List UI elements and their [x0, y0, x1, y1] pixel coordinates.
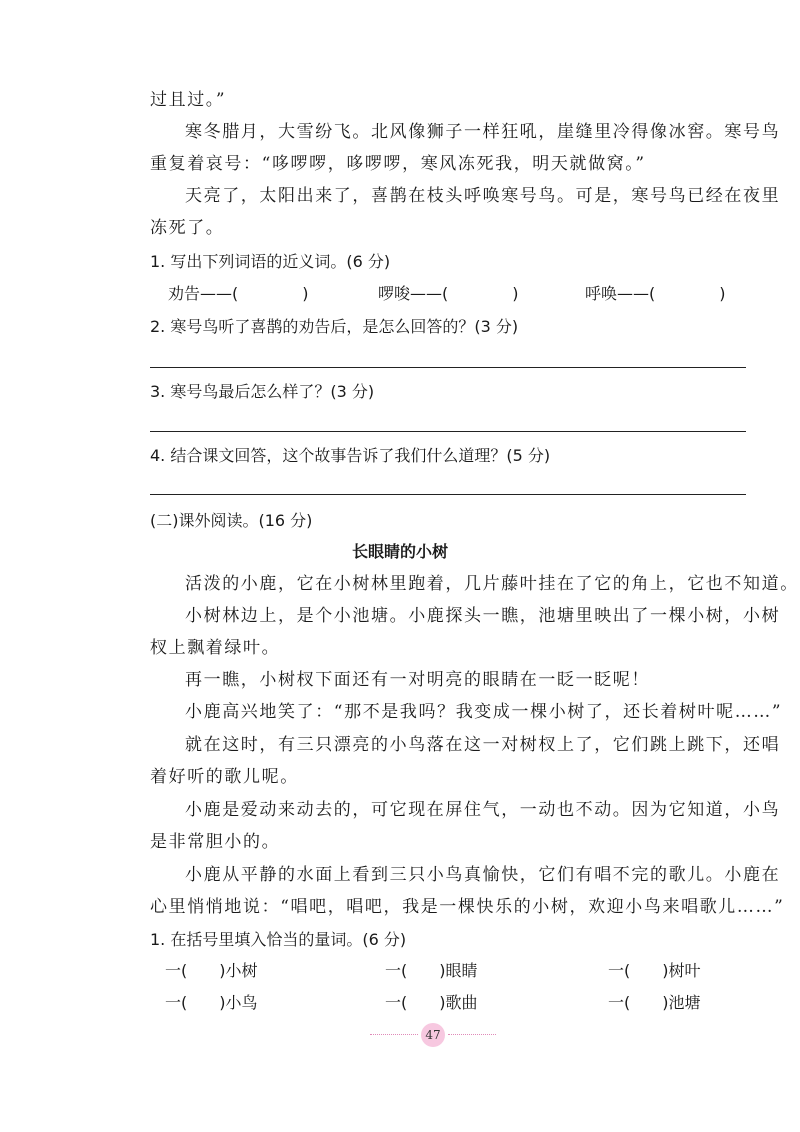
page-number: 47 — [421, 1023, 445, 1047]
story-line: 杈上飘着绿叶。 — [150, 638, 281, 658]
question-2: 2. 寒号鸟听了喜鹊的劝告后，是怎么回答的？(3 分) — [150, 317, 519, 336]
synonym-item: 啰唆——( ) — [378, 284, 519, 303]
question-3: 3. 寒号鸟最后怎么样了？(3 分) — [150, 382, 375, 401]
story-line: 小树林边上，是个小池塘。小鹿探头一瞧，池塘里映出了一棵小树，小树 — [185, 606, 781, 626]
measure-word-item: 一( )眼睛 — [385, 961, 478, 980]
question-measure-words: 1. 在括号里填入恰当的量词。(6 分) — [150, 930, 407, 949]
synonym-item: 呼唤——( ) — [585, 284, 726, 303]
synonym-item: 劝告——( ) — [168, 284, 309, 303]
measure-word-item: 一( )小树 — [165, 961, 258, 980]
measure-word-item: 一( )池塘 — [608, 993, 701, 1012]
section-heading: (二)课外阅读。(16 分) — [150, 511, 313, 530]
page-number-badge — [370, 1022, 496, 1048]
story-line: 小鹿从平静的水面上看到三只小鸟真愉快，它们有唱不完的歌儿。小鹿在 — [185, 865, 781, 885]
story-line: 活泼的小鹿，它在小树林里跑着，几片藤叶挂在了它的角上，它也不知道。 — [185, 574, 799, 594]
answer-line[interactable] — [150, 494, 746, 495]
measure-word-item: 一( )树叶 — [608, 961, 701, 980]
question-4: 4. 结合课文回答，这个故事告诉了我们什么道理？(5 分) — [150, 446, 551, 465]
answer-line[interactable] — [150, 367, 746, 368]
passage-line: 冻死了。 — [150, 218, 225, 238]
story-line: 着好听的歌儿呢。 — [150, 767, 299, 787]
answer-line[interactable] — [150, 431, 746, 432]
story-line: 是非常胆小的。 — [150, 832, 281, 852]
passage-line: 过且过。” — [150, 90, 227, 110]
decorative-dotted-line — [370, 1034, 418, 1035]
decorative-dotted-line — [448, 1034, 496, 1035]
story-line: 再一瞧，小树杈下面还有一对明亮的眼睛在一眨一眨呢！ — [185, 670, 650, 690]
passage-line: 天亮了，太阳出来了，喜鹊在枝头呼唤寒号鸟。可是，寒号鸟已经在夜里 — [185, 186, 781, 206]
story-line: 心里悄悄地说：“唱吧，唱吧，我是一棵快乐的小树，欢迎小鸟来唱歌儿……” — [150, 897, 785, 917]
story-line: 小鹿高兴地笑了：“那不是我吗？我变成一棵小树了，还长着树叶呢……” — [185, 702, 783, 722]
passage-line: 寒冬腊月，大雪纷飞。北风像狮子一样狂吼，崖缝里冷得像冰窖。寒号鸟 — [185, 122, 781, 142]
measure-word-item: 一( )小鸟 — [165, 993, 258, 1012]
story-line: 小鹿是爱动来动去的，可它现在屏住气，一动也不动。因为它知道，小鸟 — [185, 800, 781, 820]
measure-word-item: 一( )歌曲 — [385, 993, 478, 1012]
story-title: 长眼睛的小树 — [351, 542, 448, 561]
question-1: 1. 写出下列词语的近义词。(6 分) — [150, 252, 391, 271]
story-line: 就在这时，有三只漂亮的小鸟落在这一对树杈上了，它们跳上跳下，还唱 — [185, 735, 781, 755]
passage-line: 重复着哀号：“哆啰啰，哆啰啰，寒风冻死我，明天就做窝。” — [150, 154, 646, 174]
